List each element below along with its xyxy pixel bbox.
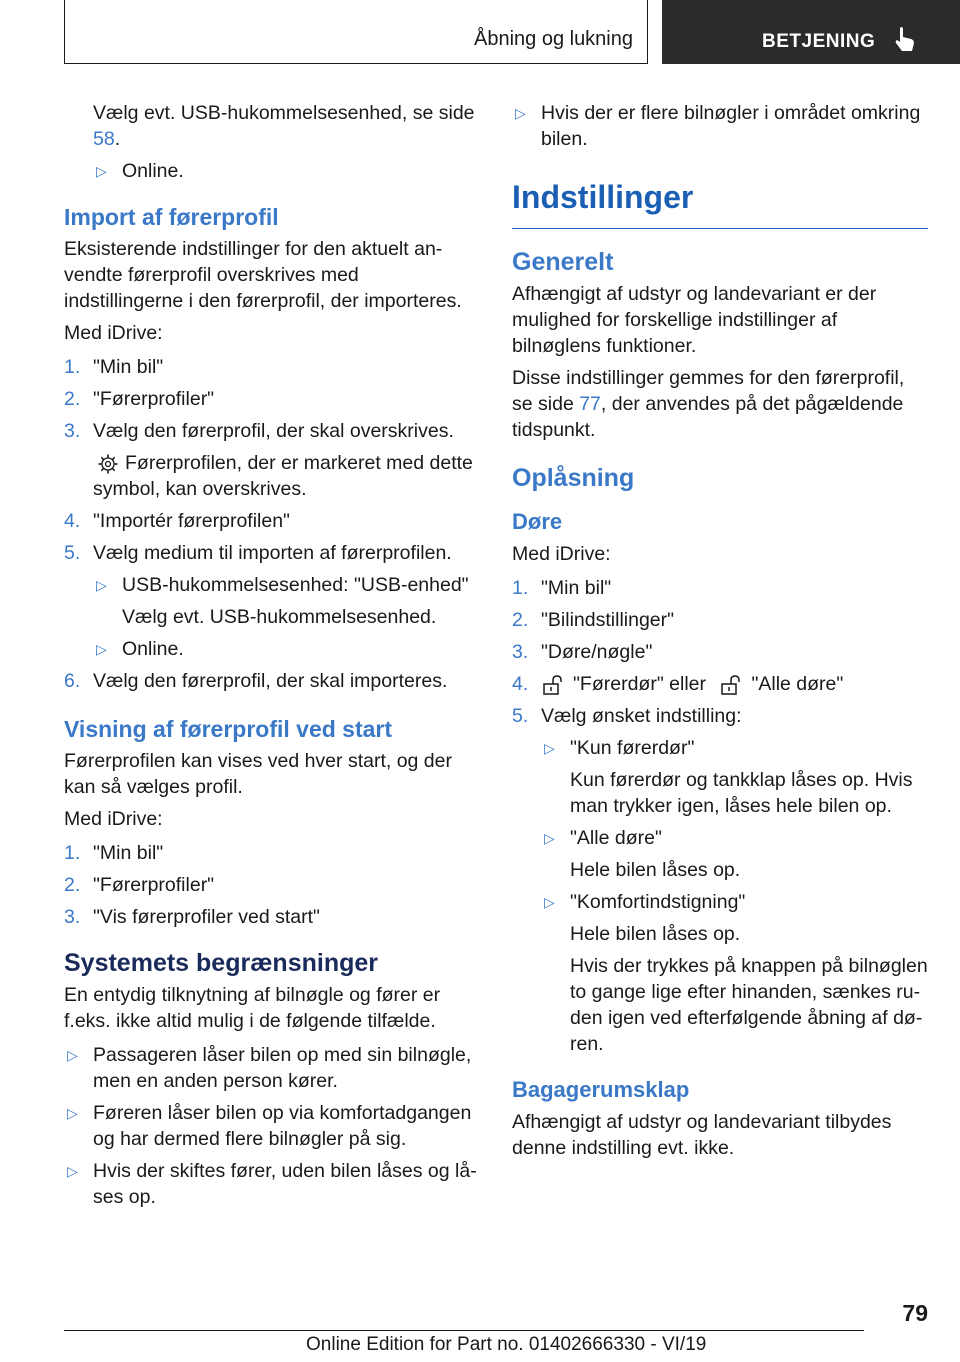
unlock-icon — [541, 674, 565, 696]
triangle-bullet-icon: ▷ — [96, 641, 107, 657]
triangle-bullet-icon: ▷ — [96, 163, 107, 179]
header-chapter-title: BETJENING — [762, 31, 876, 52]
page-link[interactable]: 77 — [579, 393, 601, 415]
page-number: 79 — [902, 1300, 928, 1326]
right-column — [512, 100, 928, 1167]
list-item: ▷ "Alle døre" — [544, 827, 662, 849]
list-item: 3. "Vis førerprofiler ved start" — [64, 906, 320, 928]
list-item: ▷ "Komfortindstigning" — [544, 891, 746, 913]
chapter-heading: Indstillinger — [512, 178, 928, 229]
list-item: 1. "Min bil" — [512, 577, 612, 599]
list-item: ▷ Online. — [96, 638, 184, 660]
idrive-label: Med iDrive: — [64, 322, 163, 344]
hand-pointer-icon — [894, 26, 916, 52]
footer-divider — [64, 1330, 864, 1331]
triangle-bullet-icon: ▷ — [96, 577, 107, 593]
triangle-bullet-icon: ▷ — [544, 740, 555, 756]
list-item: 6. Vælg den førerprofil, der skal importeres. — [64, 670, 448, 692]
triangle-bullet-icon: ▷ — [67, 1047, 78, 1063]
list-item: 4. "Førerdør" eller "Alle døre" — [512, 673, 844, 695]
usb-note: Vælg evt. USB-hukommelsesenhed, se side 58. — [93, 102, 475, 150]
list-item: ▷ Føreren låser bilen op via komfortadgangen og har dermed flere bilnøgler på sig. — [67, 1102, 472, 1150]
left-column — [64, 100, 480, 1216]
paragraph: Afhængigt af udstyr og landevariant tilbydes denne indstilling evt. ikke. — [512, 1111, 892, 1159]
section-heading: Import af førerprofil — [64, 204, 279, 230]
list-item: 3. "Døre/nøgle" — [512, 641, 653, 663]
page-link[interactable]: 58 — [93, 128, 115, 150]
steps-list — [64, 354, 480, 694]
list-item: ▷ USB-hukommelsesenhed: "USB-enhed" — [96, 574, 469, 596]
paragraph: Disse indstillinger gemmes for den førerprofil, se side 77, der anvendes på det pågældende tidspunkt. — [512, 367, 905, 441]
list-item: 3. Vælg den førerprofil, der skal overskrives. — [64, 420, 454, 442]
subsection-heading: Døre — [512, 509, 563, 534]
list-item: 2. "Førerprofiler" — [64, 874, 215, 896]
list-item: ▷ Hvis der er flere bilnøgler i området omkring bilen. — [515, 102, 921, 150]
section-heading: Systemets begrænsninger — [64, 949, 378, 977]
header-chapter-box — [662, 0, 960, 64]
paragraph: Førerprofilen kan vises ved hver start, og der kan så vælges profil. — [64, 750, 452, 798]
list-item: 4. "Importér førerprofilen" — [64, 510, 290, 532]
header-section-box — [64, 0, 648, 64]
list-item: 2. "Bilindstillinger" — [512, 609, 675, 631]
triangle-bullet-icon: ▷ — [544, 830, 555, 846]
paragraph: En entydig tilknytning af bilnøgle og fører er f.eks. ikke altid mulig i de følgende tilfælde. — [64, 984, 441, 1032]
subsection-heading: Bagagerumsklap — [512, 1077, 690, 1102]
list-item: ▷ Hvis der skiftes fører, uden bilen låses og låses op. — [67, 1160, 477, 1208]
triangle-bullet-icon: ▷ — [515, 105, 526, 121]
step-note: Førerprofilen, der er markeret med dette symbol, kan overskrives. — [93, 452, 473, 500]
paragraph: Eksisterende indstillinger for den aktuelt anvendte førerprofil overskrives med indstillingerne i den førerprofil, der importeres. — [64, 238, 462, 312]
list-item: 5. Vælg ønsket indstilling: — [512, 705, 742, 727]
list-item: 1. "Min bil" — [64, 842, 164, 864]
idrive-label: Med iDrive: — [512, 543, 611, 565]
header-section-title: Åbning og lukning — [473, 28, 633, 50]
unlock-icon — [719, 674, 743, 696]
option-note: Hvis der trykkes på knappen på bilnøglen to gange lige efter hinanden, sænkes ruden igen ved efterfølgende åbning af døren. — [570, 955, 928, 1055]
option-note: Kun førerdør og tankklap låses op. Hvis man trykker igen, låses hele bilen op. — [570, 769, 913, 817]
list-item: 1. "Min bil" — [64, 356, 164, 378]
steps-list — [512, 575, 928, 1057]
triangle-bullet-icon: ▷ — [67, 1163, 78, 1179]
section-heading: Generelt — [512, 248, 614, 276]
idrive-label: Med iDrive: — [64, 808, 163, 830]
usb-choice-note: Vælg evt. USB-hukommelsesenhed. — [122, 606, 437, 628]
paragraph: Afhængigt af udstyr og landevariant er der mulighed for forskellige indstillinger af bilnøglens funktioner. — [512, 283, 877, 357]
list-item: ▷ Online. — [96, 160, 184, 182]
list-item: ▷ "Kun førerdør" — [544, 737, 695, 759]
list-item: 2. "Førerprofiler" — [64, 388, 215, 410]
option-note: Hele bilen låses op. — [570, 923, 741, 945]
list-item: 5. Vælg medium til importen af førerprofilen. — [64, 542, 452, 564]
triangle-bullet-icon: ▷ — [544, 894, 555, 910]
section-heading: Oplåsning — [512, 464, 635, 492]
option-note: Hele bilen låses op. — [570, 859, 741, 881]
footer-edition: Online Edition for Part no. 01402666330 - VI/19 — [306, 1334, 707, 1355]
gear-icon — [97, 453, 119, 475]
triangle-bullet-icon: ▷ — [67, 1105, 78, 1121]
steps-list — [64, 840, 480, 930]
section-heading: Visning af førerprofil ved start — [64, 716, 393, 742]
list-item: ▷ Passageren låser bilen op med sin bilnøgle, men en anden person kører. — [67, 1044, 472, 1092]
